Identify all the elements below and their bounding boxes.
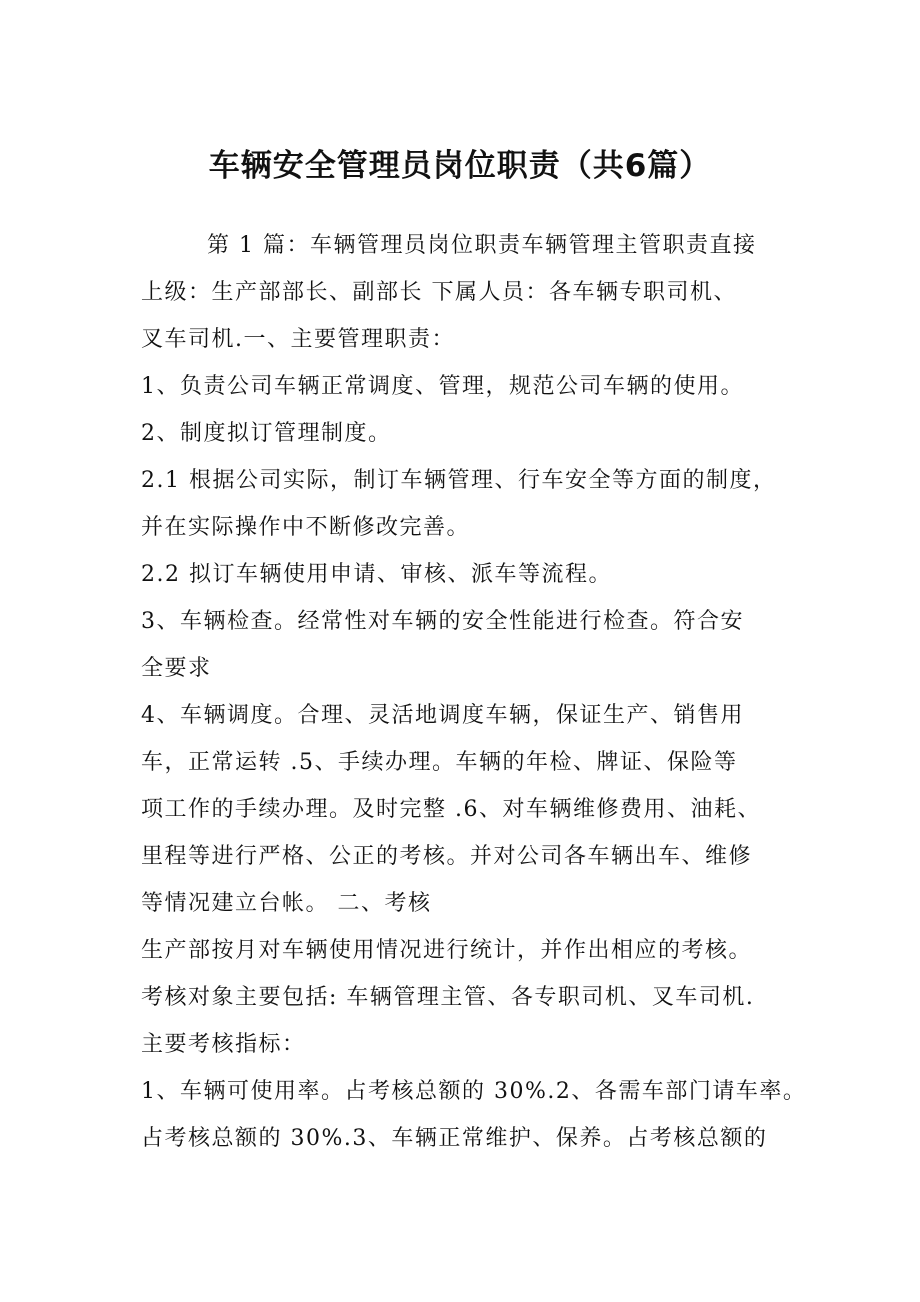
- body-line: 第 1 篇：车辆管理员岗位职责车辆管理主管职责直接: [207, 233, 757, 258]
- body-line: 2、制度拟订管理制度。: [141, 421, 392, 446]
- body-line: 并在实际操作中不断修改完善。: [141, 515, 471, 540]
- document-body: [141, 222, 807, 1162]
- body-line: 1、负责公司车辆正常调度、管理，规范公司车辆的使用。: [141, 374, 744, 399]
- body-line: 叉车司机.一、主要管理职责：: [141, 327, 455, 352]
- body-line: 项工作的手续办理。及时完整 .6、对车辆维修费用、油耗、: [141, 797, 761, 822]
- body-line: 全要求: [141, 656, 212, 681]
- body-line: 考核对象主要包括: 车辆管理主管、各专职司机、叉车司机.: [141, 985, 755, 1010]
- body-line: 主要考核指标：: [141, 1032, 306, 1057]
- body-line: 里程等进行严格、公正的考核。并对公司各车辆出车、维修: [141, 844, 753, 869]
- document-title: 车辆安全管理员岗位职责（共6篇）: [208, 148, 712, 184]
- body-line: 上级：生产部部长、副部长 下属人员：各车辆专职司机、: [141, 280, 737, 305]
- body-line: 2.2 拟订车辆使用申请、审核、派车等流程。: [141, 562, 612, 587]
- body-line: 占考核总额的 30%.3、车辆正常维护、保养。占考核总额的: [141, 1126, 768, 1151]
- body-line: 3、车辆检查。经常性对车辆的安全性能进行检查。符合安: [141, 609, 744, 634]
- body-line: 等情况建立台帐。 二、考核: [141, 891, 432, 916]
- body-line: 1、车辆可使用率。占考核总额的 30%.2、各需车部门请车率。: [141, 1079, 807, 1104]
- body-line: 车，正常运转 .5、手续办理。车辆的年检、牌证、保险等: [141, 750, 738, 775]
- body-line: 2.1 根据公司实际，制订车辆管理、行车安全等方面的制度，: [141, 468, 777, 493]
- body-line: 生产部按月对车辆使用情况进行统计，并作出相应的考核。: [141, 938, 753, 963]
- body-line: 4、车辆调度。合理、灵活地调度车辆，保证生产、销售用: [141, 703, 744, 728]
